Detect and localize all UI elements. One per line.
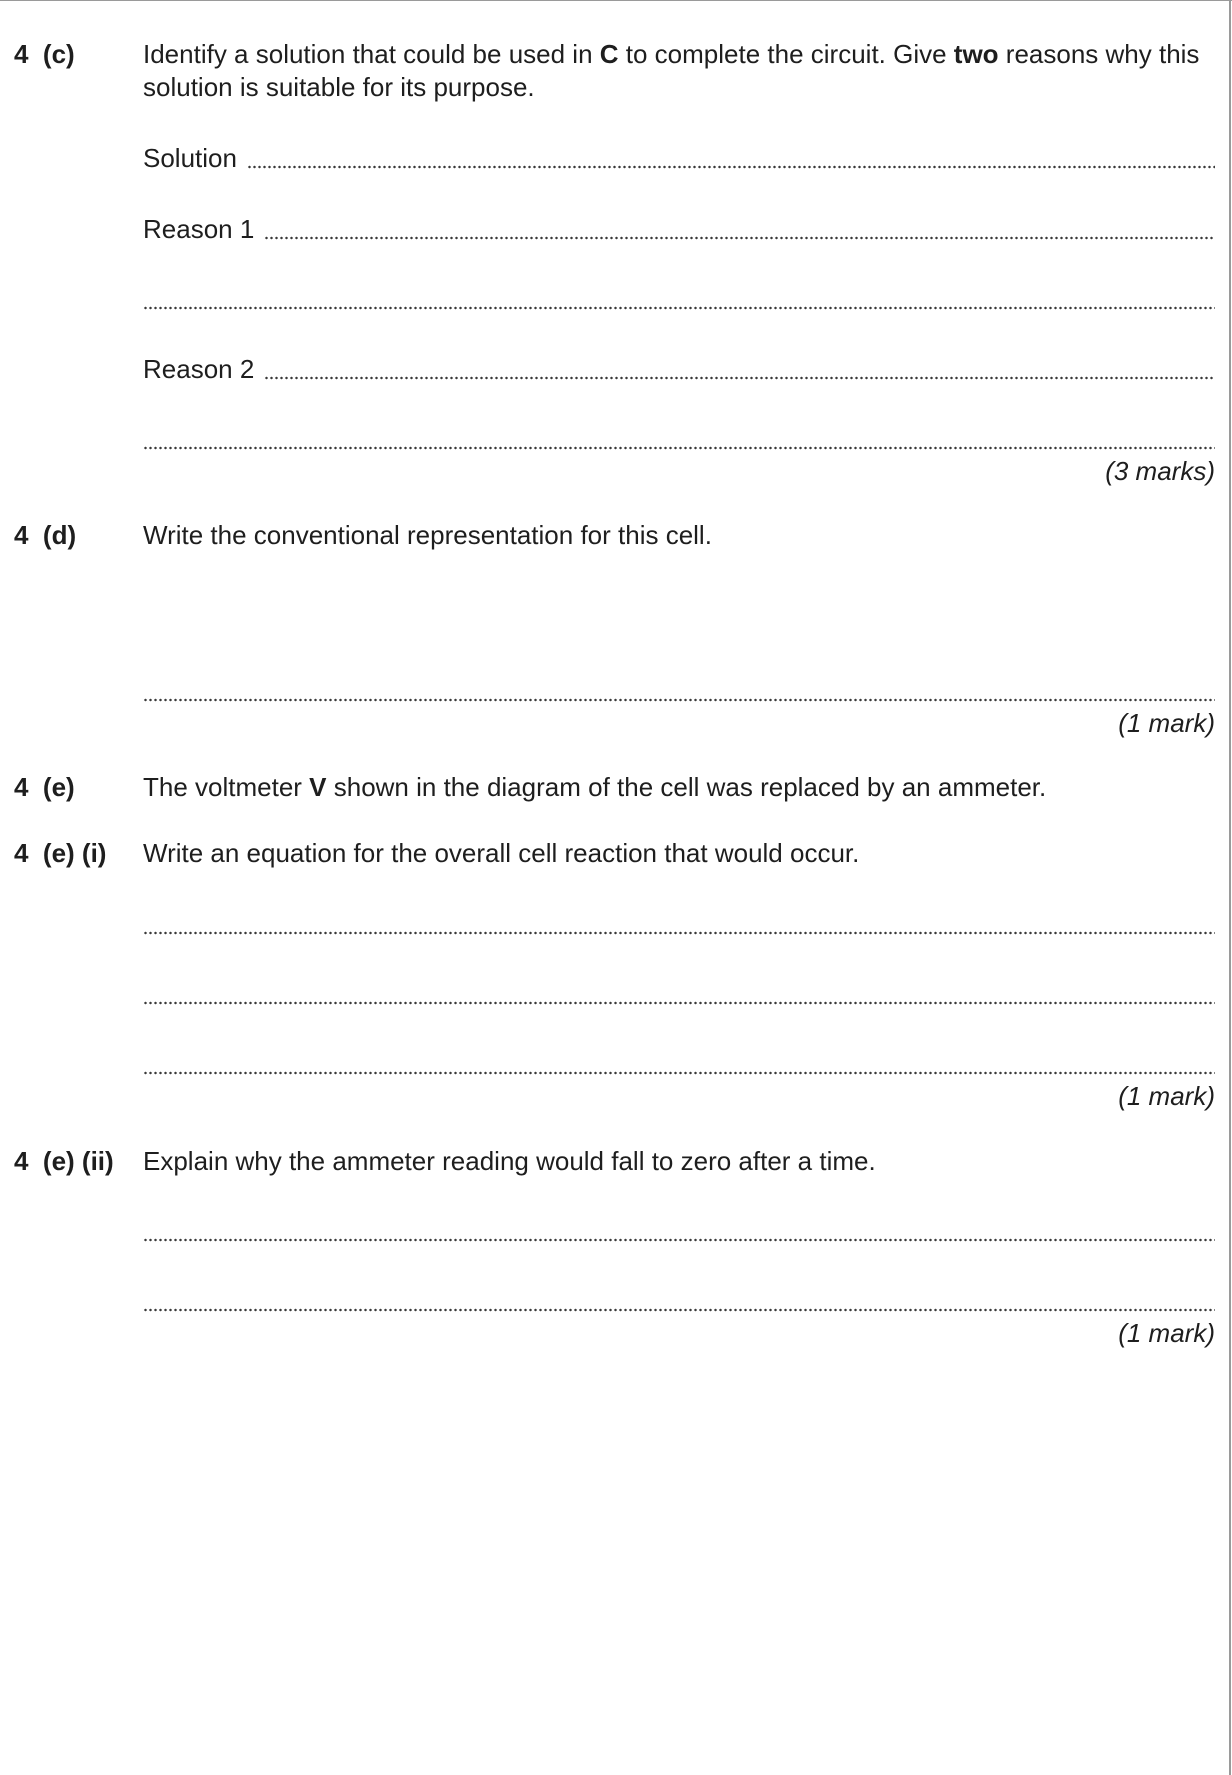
question-text: Explain why the ammeter reading would fall to zero after a time. xyxy=(143,1146,876,1176)
page-right-border xyxy=(1229,0,1231,1775)
answer-line-4eii-2[interactable] xyxy=(143,1282,1215,1316)
dotted-line xyxy=(143,698,1215,702)
marks-4eii: (1 mark) xyxy=(1118,1318,1215,1348)
dotted-line xyxy=(143,446,1215,450)
answer-line-4d[interactable] xyxy=(143,672,1215,706)
answer-line-solution[interactable] xyxy=(143,139,1215,173)
solution-label: Solution xyxy=(143,143,237,173)
dotted-line xyxy=(143,931,1215,935)
bold-two: two xyxy=(953,39,999,69)
question-text: The voltmeter V shown in the diagram of the cell was replaced by an ammeter. xyxy=(143,772,1047,802)
question-text: Identify a solution that could be used in C to complete the circuit. Give two reasons why this solution is suitable for its purpose. xyxy=(143,39,1200,102)
dotted-line xyxy=(143,1238,1215,1242)
dotted-line xyxy=(143,1001,1215,1005)
bold-c: C xyxy=(599,39,619,69)
answer-line-4ei-3[interactable] xyxy=(143,1045,1215,1079)
question-number: 4 (d) xyxy=(14,520,77,550)
answer-line-reason-1-continued[interactable] xyxy=(143,280,1215,314)
dotted-line xyxy=(247,165,1215,169)
question-number: 4 (e) (ii) xyxy=(14,1146,114,1176)
answer-line-4ei-2[interactable] xyxy=(143,975,1215,1009)
question-number: 4 (c) xyxy=(14,39,75,69)
dotted-line xyxy=(143,1071,1215,1075)
dotted-line xyxy=(264,236,1215,240)
reason-2-label: Reason 2 xyxy=(143,354,255,384)
page-top-border xyxy=(0,0,1232,1)
answer-line-reason-2-continued[interactable] xyxy=(143,420,1215,454)
question-number: 4 (e) xyxy=(14,772,75,802)
answer-line-4ei-1[interactable] xyxy=(143,905,1215,939)
question-number: 4 (e) (i) xyxy=(14,838,107,868)
question-text: Write an equation for the overall cell reaction that would occur. xyxy=(143,838,860,868)
marks-4ei: (1 mark) xyxy=(1118,1081,1215,1111)
reason-1-label: Reason 1 xyxy=(143,214,255,244)
dotted-line xyxy=(143,1308,1215,1312)
question-text: Write the conventional representation for this cell. xyxy=(143,520,712,550)
bold-v: V xyxy=(309,772,327,802)
marks-4c: (3 marks) xyxy=(1105,456,1215,486)
answer-line-reason-2[interactable] xyxy=(143,350,1215,384)
answer-line-reason-1[interactable] xyxy=(143,210,1215,244)
marks-4d: (1 mark) xyxy=(1118,708,1215,738)
answer-line-4eii-1[interactable] xyxy=(143,1212,1215,1246)
dotted-line xyxy=(143,306,1215,310)
dotted-line xyxy=(264,376,1215,380)
